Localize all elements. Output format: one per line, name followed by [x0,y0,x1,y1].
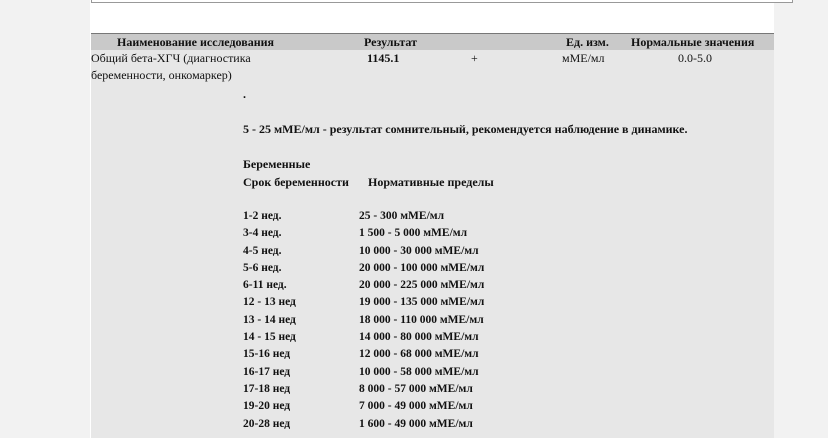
range-value: 1 600 - 49 000 мМЕ/мл [359,417,473,430]
header-norm: Нормальные значения [631,35,755,49]
range-value: 10 000 - 58 000 мМЕ/мл [359,365,479,378]
header-unit: Ед. изм. [566,35,609,49]
test-name-line1: Общий бета-ХГЧ (диагностика [91,51,251,65]
range-value: 7 000 - 49 000 мМЕ/мл [359,400,473,413]
range-value: 18 000 - 110 000 мМЕ/мл [359,313,484,326]
result-flag: + [471,51,478,65]
previous-section-box [91,0,793,3]
table-header [91,33,774,51]
col-term-heading: Срок беременности [243,175,349,189]
range-value: 25 - 300 мМЕ/мл [359,210,445,222]
range-term: 13 - 14 нед [243,313,296,326]
result-norm: 0.0-5.0 [678,51,712,65]
range-value: 1 500 - 5 000 мМЕ/мл [359,227,468,240]
pregnant-title: Беременные [243,157,311,171]
range-term: 1-2 нед. [243,210,282,222]
comment-dot: . [243,87,246,101]
range-value: 19 000 - 135 000 мМЕ/мл [359,296,485,309]
test-name-line2: беременности, онкомаркер) [91,68,232,82]
range-term: 15-16 нед [243,348,291,361]
range-term: 6-11 нед. [243,279,287,292]
range-term: 14 - 15 нед [243,331,296,344]
range-term: 5-6 нед. [243,261,282,274]
range-term: 3-4 нед. [243,227,282,240]
range-term: 12 - 13 нед [243,296,296,309]
range-value: 10 000 - 30 000 мМЕ/мл [359,244,479,257]
col-limits-heading: Нормативные пределы [368,175,494,189]
header-test-name: Наименование исследования [117,35,275,49]
range-term: 16-17 нед [243,365,291,378]
doubtful-note: 5 - 25 мМЕ/мл - результат сомнительный, рекомендуется наблюдение в динамике. [243,122,688,136]
range-value: 20 000 - 225 000 мМЕ/мл [359,279,485,292]
range-value: 8 000 - 57 000 мМЕ/мл [359,382,473,395]
result-value: 1145.1 [367,51,400,65]
result-unit: мМЕ/мл [562,51,605,65]
range-term: 17-18 нед [243,382,291,395]
header-result: Результат [364,35,418,49]
range-value: 20 000 - 100 000 мМЕ/мл [359,261,485,274]
range-term: 19-20 нед [243,400,291,413]
range-term: 20-28 нед [243,417,291,430]
range-value: 14 000 - 80 000 мМЕ/мл [359,331,479,344]
range-value: 12 000 - 68 000 мМЕ/мл [359,348,479,361]
range-term: 4-5 нед. [243,244,282,257]
